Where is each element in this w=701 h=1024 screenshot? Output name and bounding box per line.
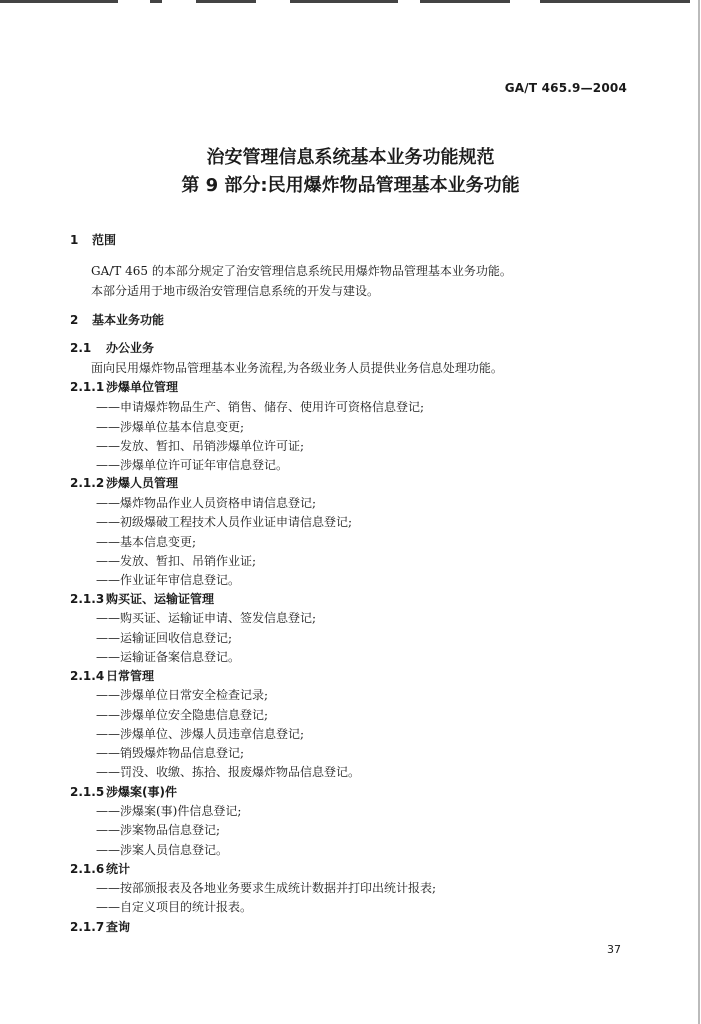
section-2-1-7-heading: 2.1.7 查询	[70, 920, 131, 934]
section-2-1-5-heading: 2.1.5 涉爆案(事)件	[70, 785, 177, 799]
list-item: ——申请爆炸物品生产、销售、储存、使用许可资格信息登记;	[96, 400, 425, 414]
section-2-1-2-heading: 2.1.2 涉爆人员管理	[70, 476, 179, 490]
list-item: ——运输证回收信息登记;	[96, 631, 233, 645]
standard-code: GA/T 465.9—2004	[504, 81, 627, 95]
list-item: ——罚没、收缴、拣拾、报废爆炸物品信息登记。	[96, 765, 361, 779]
section-2-heading: 2 基本业务功能	[70, 313, 165, 327]
list-item: ——购买证、运输证申请、签发信息登记;	[96, 611, 317, 625]
list-item: ——按部颁报表及各地业务要求生成统计数据并打印出统计报表;	[96, 881, 437, 895]
list-item: ——发放、暂扣、吊销作业证;	[96, 554, 257, 568]
paragraph: 面向民用爆炸物品管理基本业务流程,为各级业务人员提供业务信息处理功能。	[91, 361, 503, 375]
list-item: ——涉案物品信息登记;	[96, 823, 221, 837]
section-2-1-1-heading: 2.1.1 涉爆单位管理	[70, 380, 179, 394]
section-2-1-4-heading: 2.1.4 日常管理	[70, 669, 155, 683]
document-title: 治安管理信息系统基本业务功能规范	[206, 147, 495, 168]
list-item: ——销毁爆炸物品信息登记;	[96, 746, 245, 760]
section-2-1-3-heading: 2.1.3 购买证、运输证管理	[70, 592, 215, 606]
document-subtitle: 第 9 部分:民用爆炸物品管理基本业务功能	[181, 175, 520, 196]
list-item: ——初级爆破工程技术人员作业证申请信息登记;	[96, 515, 353, 529]
list-item: ——涉爆案(事)件信息登记;	[96, 804, 242, 818]
list-item: ——发放、暂扣、吊销涉爆单位许可证;	[96, 439, 305, 453]
list-item: ——基本信息变更;	[96, 535, 197, 549]
list-item: ——涉爆单位许可证年审信息登记。	[96, 458, 289, 472]
list-item: ——涉爆单位、涉爆人员违章信息登记;	[96, 727, 305, 741]
section-2-1-heading: 2.1 办公业务	[70, 341, 155, 355]
section-2-1-6-heading: 2.1.6 统计	[70, 862, 131, 876]
page-number: 37	[607, 943, 621, 956]
list-item: ——涉案人员信息登记。	[96, 843, 229, 857]
list-item: ——涉爆单位日常安全检查记录;	[96, 688, 269, 702]
paragraph: 本部分适用于地市级治安管理信息系统的开发与建设。	[91, 284, 380, 298]
scan-top-marks	[0, 0, 701, 4]
list-item: ——爆炸物品作业人员资格申请信息登记;	[96, 496, 317, 510]
list-item: ——作业证年审信息登记。	[96, 573, 241, 587]
section-1-heading: 1 范围	[70, 233, 117, 247]
list-item: ——自定义项目的统计报表。	[96, 900, 253, 914]
list-item: ——涉爆单位安全隐患信息登记;	[96, 708, 269, 722]
list-item: ——涉爆单位基本信息变更;	[96, 420, 245, 434]
paragraph: GA/T 465 的本部分规定了治安管理信息系统民用爆炸物品管理基本业务功能。	[91, 264, 512, 278]
list-item: ——运输证备案信息登记。	[96, 650, 241, 664]
